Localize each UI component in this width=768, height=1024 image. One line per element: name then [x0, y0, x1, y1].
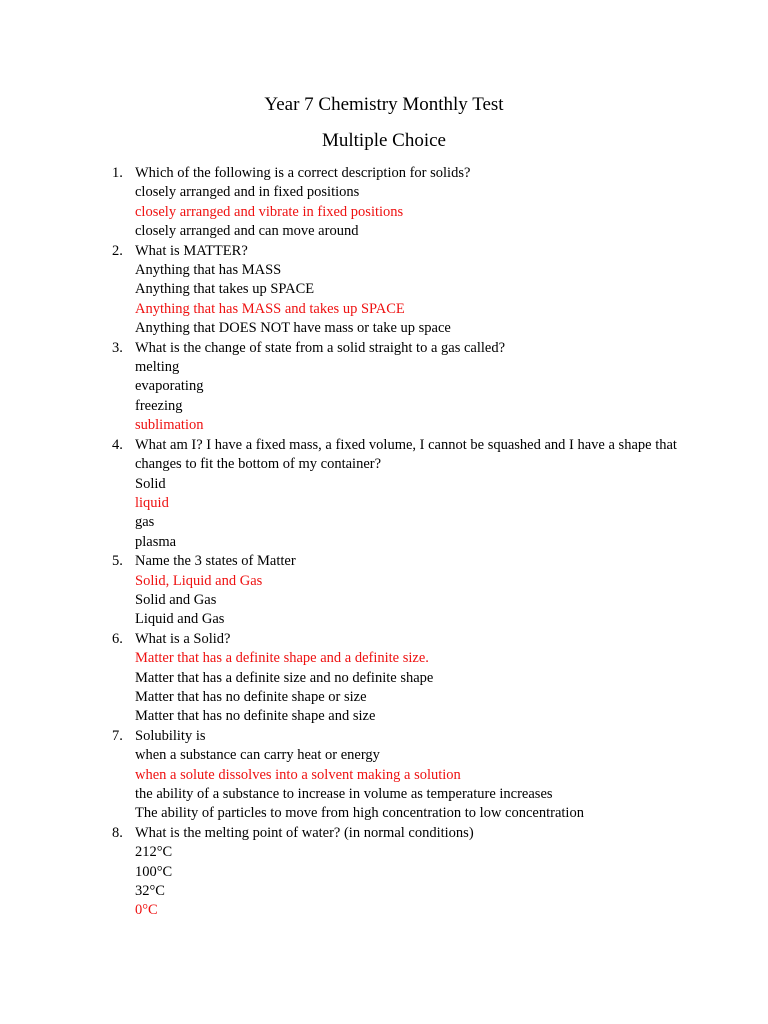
answer-option: the ability of a substance to increase in volume as temperature increases — [135, 786, 553, 802]
answer-option: Matter that has no definite shape or size — [135, 688, 367, 705]
document-subtitle: Multiple Choice — [321, 130, 446, 151]
answer-option: freezing — [135, 397, 183, 414]
question-number: 8. — [112, 824, 123, 841]
answer-option: closely arranged and in fixed positions — [135, 184, 360, 201]
question-text: What is the melting point of water? (in normal conditions) — [135, 824, 474, 841]
question-number: 6. — [112, 630, 123, 647]
question-8 — [104, 824, 704, 921]
question-text: Which of the following is a correct description for solids? — [135, 165, 471, 181]
answer-option: Matter that has no definite shape and size — [135, 708, 376, 725]
answer-option: gas — [135, 514, 155, 531]
question-1 — [104, 164, 704, 242]
answer-option: Solid and Gas — [135, 591, 217, 608]
question-text: What is MATTER? — [135, 242, 248, 259]
answer-option: evaporating — [135, 378, 204, 395]
question-6 — [104, 630, 704, 727]
answer-option: Liquid and Gas — [135, 611, 225, 628]
answer-option: Anything that DOES NOT have mass or take up space — [135, 320, 451, 337]
question-text: Solubility is — [135, 727, 206, 744]
answer-option: The ability of particles to move from high concentration to low concentration — [135, 805, 584, 822]
answer-option: plasma — [135, 533, 177, 550]
correct-answer-option: closely arranged and vibrate in fixed positions — [135, 203, 404, 220]
answer-option: Anything that has MASS — [135, 262, 282, 279]
question-number: 1. — [112, 165, 123, 181]
answer-option: 100°C — [135, 863, 173, 880]
question-number: 3. — [112, 339, 123, 356]
question-text: What am I? I have a fixed mass, a fixed volume, I cannot be squashed and I have a shape that changes to fit the bottom of my container? — [135, 436, 677, 473]
answer-option: closely arranged and can move around — [135, 223, 359, 240]
answer-option: melting — [135, 359, 180, 376]
correct-answer-option: Matter that has a definite shape and a definite size. — [135, 650, 429, 667]
correct-answer-option: liquid — [135, 494, 169, 511]
question-text: Name the 3 states of Matter — [135, 553, 296, 570]
answer-option: Solid — [135, 475, 166, 492]
correct-answer-option: when a solute dissolves into a solvent making a solution — [135, 766, 461, 783]
question-number: 4. — [112, 436, 123, 453]
question-text: What is the change of state from a solid straight to a gas called? — [135, 339, 506, 356]
question-7 — [104, 727, 704, 824]
answer-option: 212°C — [135, 844, 173, 861]
answer-option: when a substance can carry heat or energy — [135, 747, 380, 764]
question-number: 7. — [112, 727, 123, 744]
question-2 — [104, 242, 704, 339]
question-number: 2. — [112, 242, 123, 259]
answer-option: Anything that takes up SPACE — [135, 281, 315, 298]
question-number: 5. — [112, 553, 123, 570]
question-5 — [104, 552, 704, 630]
correct-answer-option: 0°C — [135, 902, 158, 919]
correct-answer-option: sublimation — [135, 417, 204, 434]
question-text: What is a Solid? — [135, 630, 231, 647]
correct-answer-option: Solid, Liquid and Gas — [135, 572, 263, 589]
question-3 — [104, 339, 704, 436]
document-title: Year 7 Chemistry Monthly Test — [264, 94, 504, 115]
question-list — [104, 164, 704, 921]
correct-answer-option: Anything that has MASS and takes up SPACE — [135, 300, 405, 317]
answer-option: 32°C — [135, 883, 165, 900]
question-4 — [104, 436, 704, 552]
answer-option: Matter that has a definite size and no definite shape — [135, 669, 434, 686]
